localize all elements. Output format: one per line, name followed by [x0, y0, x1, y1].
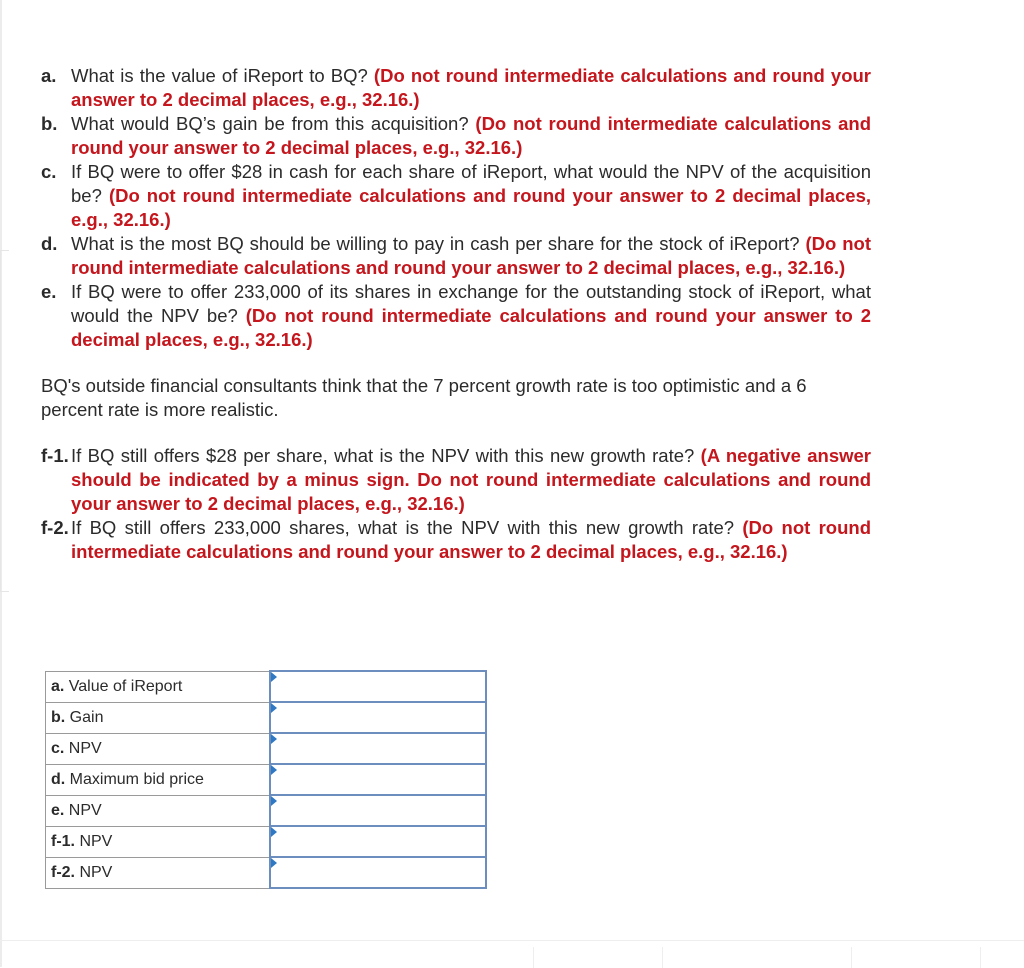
question-d	[41, 232, 871, 280]
input-flag-icon	[271, 672, 277, 682]
answer-input-cell[interactable]	[270, 826, 486, 857]
bottom-divider	[851, 947, 852, 968]
answer-input-cell[interactable]	[270, 702, 486, 733]
table-row	[46, 764, 487, 795]
question-text: If BQ still offers 233,000 shares, what is the NPV with this new growth rate?	[71, 517, 735, 538]
question-f1	[41, 444, 871, 516]
question-label: f-1.	[41, 445, 69, 466]
row-label: e. NPV	[46, 795, 271, 826]
question-instruction: (Do not round intermediate calculations and round your answer to 2 decimal places, e.g., 32.16.)	[71, 517, 871, 562]
value-of-ireport-input[interactable]	[271, 672, 485, 701]
table-row	[46, 857, 487, 888]
maximum-bid-price-input[interactable]	[271, 765, 485, 794]
answer-input-cell[interactable]	[270, 733, 486, 764]
question-body	[41, 64, 871, 564]
bottom-divider	[662, 947, 663, 968]
row-label: f-1. NPV	[46, 826, 271, 857]
question-e	[41, 280, 871, 352]
gain-input[interactable]	[271, 703, 485, 732]
question-instruction: (Do not round intermediate calculations and round your answer to 2 decimal places, e.g., 32.16.)	[71, 65, 872, 110]
input-flag-icon	[271, 796, 277, 806]
npv-c-input[interactable]	[271, 734, 485, 763]
input-flag-icon	[271, 827, 277, 837]
table-row	[46, 702, 487, 733]
table-row	[46, 733, 487, 764]
question-text: If BQ still offers $28 per share, what is the NPV with this new growth rate?	[71, 445, 695, 466]
npv-f2-input[interactable]	[271, 858, 485, 887]
question-text: If BQ were to offer $28 in cash for each share of iReport, what would the NPV of the acquisition be?	[71, 161, 871, 206]
question-label: b.	[41, 113, 58, 134]
bottom-divider	[980, 947, 981, 968]
question-instruction: (Do not round intermediate calculations and round your answer to 2 decimal places, e.g., 32.16.)	[71, 185, 871, 230]
table-row	[46, 826, 487, 857]
question-a	[41, 64, 871, 112]
bottom-divider	[533, 947, 534, 968]
input-flag-icon	[271, 703, 277, 713]
question-text: What is the value of iReport to BQ?	[71, 65, 368, 86]
row-label: b. Gain	[46, 702, 271, 733]
left-panel-edge	[0, 250, 9, 592]
question-label: d.	[41, 233, 58, 254]
input-flag-icon	[271, 765, 277, 775]
question-f2	[41, 516, 871, 564]
question-label: a.	[41, 65, 57, 86]
answer-input-cell[interactable]	[270, 671, 486, 702]
question-text: What is the most BQ should be willing to pay in cash per share for the stock of iReport?	[71, 233, 800, 254]
answer-table	[45, 670, 487, 889]
row-label: c. NPV	[46, 733, 271, 764]
consultant-paragraph: BQ's outside financial consultants think that the 7 percent growth rate is too optimistic and a 6 percent rate is more realistic.	[41, 375, 807, 420]
row-label: d. Maximum bid price	[46, 764, 271, 795]
answer-input-cell[interactable]	[270, 857, 486, 888]
bottom-bar	[0, 940, 1024, 968]
npv-f1-input[interactable]	[271, 827, 485, 856]
question-b	[41, 112, 871, 160]
npv-e-input[interactable]	[271, 796, 485, 825]
question-instruction: (Do not round intermediate calculations and round your answer to 2 decimal places, e.g., 32.16.)	[71, 305, 871, 350]
input-flag-icon	[271, 858, 277, 868]
question-label: f-2.	[41, 517, 69, 538]
table-row	[46, 671, 487, 702]
question-label: e.	[41, 281, 57, 302]
question-instruction: (Do not round intermediate calculations and round your answer to 2 decimal places, e.g., 32.16.)	[71, 233, 871, 278]
question-text: If BQ were to offer 233,000 of its shares in exchange for the outstanding stock of iReport, what would the NPV be?	[71, 281, 871, 326]
answer-input-cell[interactable]	[270, 795, 486, 826]
question-c	[41, 160, 871, 232]
input-flag-icon	[271, 734, 277, 744]
question-instruction: (A negative answer should be indicated by a minus sign. Do not round intermediate calculations and round your answer to 2 decimal places, e.g., 32.16.)	[71, 445, 872, 514]
question-instruction: (Do not round intermediate calculations and round your answer to 2 decimal places, e.g., 32.16.)	[71, 113, 872, 158]
row-label: a. Value of iReport	[46, 671, 271, 702]
row-label: f-2. NPV	[46, 857, 271, 888]
question-text: What would BQ’s gain be from this acquisition?	[71, 113, 469, 134]
table-row	[46, 795, 487, 826]
answer-input-cell[interactable]	[270, 764, 486, 795]
question-label: c.	[41, 161, 57, 182]
